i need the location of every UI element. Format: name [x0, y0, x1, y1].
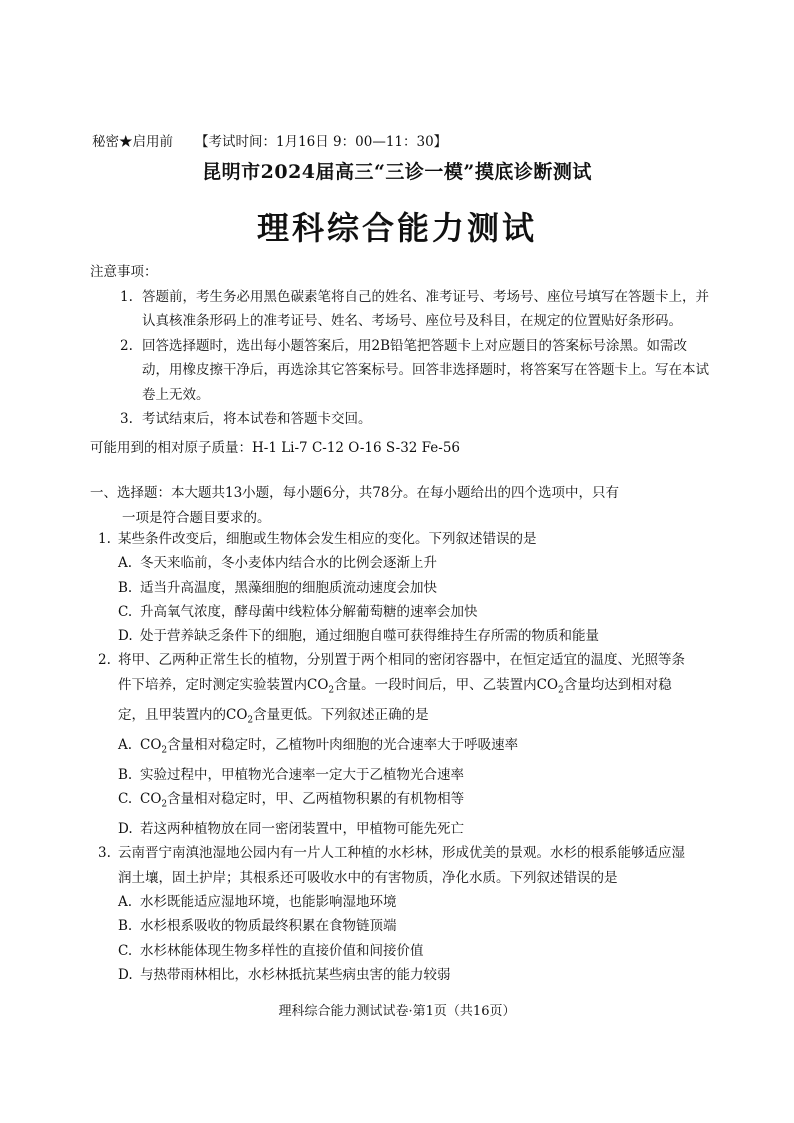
section-heading-line: 一、选择题：本大题共13小题，每小题6分，共78分。在每小题给出的四个选项中，只有: [90, 485, 619, 501]
option-label: B.: [118, 766, 133, 783]
notice-list: [90, 285, 710, 432]
option-text: 升高氧气浓度，酵母菌中线粒体分解葡萄糖的速率会加快: [140, 603, 478, 620]
option-text: 水杉根系吸收的物质最终积累在食物链顶端: [140, 918, 397, 935]
text-run: 含量相对稳定时，甲、乙两植物积累的有机物相等: [167, 791, 465, 808]
section-heading-line: 一项是符合题目要求的。: [122, 509, 271, 526]
option-label: A.: [118, 555, 133, 572]
option-b: [98, 763, 698, 787]
option-text: 适当升高温度，黑藻细胞的细胞质流动速度会加快: [140, 579, 437, 596]
option-text: 若这两种植物放在同一密闭装置中，甲植物可能先死亡: [140, 821, 464, 838]
option-d: [98, 624, 698, 648]
notice-heading: 注意事项：: [90, 264, 158, 280]
text-run: 含量均达到相对稳定，且甲装置内的CO: [118, 676, 672, 723]
question-number: 1.: [98, 531, 111, 547]
subscript: 2: [558, 685, 564, 696]
subscript: 2: [328, 685, 335, 696]
option-label: B.: [118, 918, 133, 935]
option-label: C.: [118, 791, 133, 808]
notice-item-text: 考试结束后，将本试卷和答题卡交回。: [142, 411, 372, 427]
text-run: CO: [140, 736, 162, 753]
option-label: C.: [118, 942, 133, 959]
option-b: [98, 576, 698, 600]
question-1: [98, 527, 698, 648]
option-d: [98, 817, 698, 841]
exam-time: 【考试时间：1月16日 9：00—11：30】: [195, 134, 448, 150]
exam-subtitle: 昆明市2024届高三“三诊一模”摸底诊断测试: [202, 161, 592, 183]
option-label: D.: [118, 821, 133, 838]
text-run: CO: [140, 791, 162, 808]
option-label: B.: [118, 579, 133, 596]
option-label: A.: [118, 736, 133, 753]
notice-item-text: 回答选择题时，选出每小题答案后，用2B铅笔把答题卡上对应题目的答案标号涂黑。如需改动，用橡皮擦干净后，再选涂其它答案标号。回答非选择题时，将答案写在答题卡上。写在本试卷上无效。: [142, 337, 709, 403]
option-text: 冬天来临前，冬小麦体内结合水的比例会逐渐上升: [140, 555, 437, 572]
notice-item: [90, 334, 710, 408]
notice-item: [90, 285, 710, 334]
option-c: [98, 787, 698, 817]
option-text: 水杉林能体现生物多样性的直接价值和间接价值: [140, 942, 424, 959]
question-3: [98, 841, 698, 987]
question-text: 云南晋宁南滇池湿地公园内有一片人工种植的水杉林，形成优美的景观。水杉的根系能够适应湿润土壤，固土护岸；其根系还可吸收水中的有害物质，净化水质。下列叙述错误的是: [118, 845, 685, 886]
secret-label: 秘密★启用前: [92, 134, 173, 150]
option-label: D.: [118, 628, 133, 645]
exam-title: 理科综合能力测试: [256, 209, 537, 247]
subscript: 2: [247, 715, 254, 726]
option-d: [98, 963, 698, 987]
option-text: 与热带雨林相比，水杉林抵抗某些病虫害的能力较弱: [140, 966, 451, 983]
text-run: 含量相对稳定时，乙植物叶肉细胞的光合速率大于呼吸速率: [167, 736, 519, 753]
question-stem: [98, 648, 698, 732]
text-run: 含量更低。下列叙述正确的是: [253, 706, 429, 723]
question-text: 某些条件改变后，细胞或生物体会发生相应的变化。下列叙述错误的是: [118, 531, 537, 547]
option-label: C.: [118, 603, 133, 620]
option-text: 处于营养缺乏条件下的细胞，通过细胞自噬可获得维持生存所需的物质和能量: [140, 628, 599, 645]
option-label: A.: [118, 893, 133, 910]
question-number: 3.: [98, 845, 111, 862]
option-a: [98, 890, 698, 914]
option-c: [98, 939, 698, 963]
notice-item-number: 2.: [120, 337, 133, 354]
question-list: [98, 527, 698, 987]
subscript: 2: [161, 799, 168, 810]
option-b: [98, 914, 698, 938]
option-text: [140, 787, 698, 817]
option-c: [98, 600, 698, 624]
notice-item-number: 3.: [120, 411, 133, 427]
question-stem: [98, 527, 698, 551]
option-label: D.: [118, 966, 133, 983]
option-text: 实验过程中，甲植物光合速率一定大于乙植物光合速率: [140, 766, 464, 783]
option-a: [98, 551, 698, 575]
question-number: 2.: [98, 652, 111, 669]
question-2: [98, 648, 698, 841]
option-text: [140, 733, 698, 763]
notice-item: [90, 407, 710, 432]
page-footer: 理科综合能力测试试卷·第1页（共16页）: [278, 1004, 516, 1019]
subscript: 2: [161, 745, 168, 756]
atomic-masses: 可能用到的相对原子质量：H-1 Li-7 C-12 O-16 S-32 Fe-56: [90, 440, 461, 456]
option-a: [98, 733, 698, 763]
question-text: [118, 648, 698, 732]
question-stem: [98, 841, 698, 890]
text-run: 含量。一段时间后，甲、乙装置内CO: [334, 676, 559, 693]
notice-item-text: 答题前，考生务必用黑色碳素笔将自己的姓名、准考证号、考场号、座位号填写在答题卡上，并认真核准条形码上的准考证号、姓名、考场号、座位号及科目，在规定的位置贴好条形码。: [142, 288, 709, 329]
notice-item-number: 1.: [120, 288, 133, 305]
option-text: 水杉既能适应湿地环境，也能影响湿地环境: [140, 893, 397, 910]
notice-block: [90, 260, 710, 432]
header-line: [92, 130, 447, 150]
section-heading: [90, 481, 710, 530]
text-run: 将甲、乙两种正常生长的植物，分别置于两个相同的密闭容器中，在恒定适宜的温度、光照等条件下培养，定时测定实验装置内CO: [118, 652, 685, 693]
